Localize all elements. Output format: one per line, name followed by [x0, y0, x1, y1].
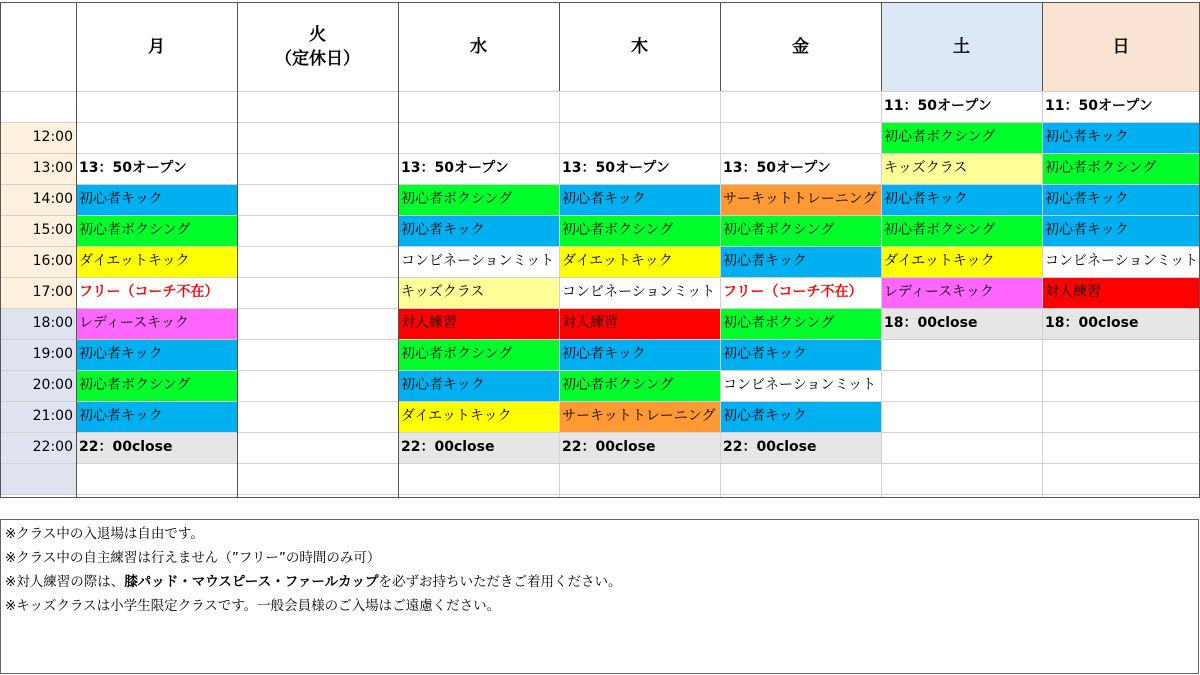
time-label	[0, 463, 76, 494]
class-slot: 初心者キック	[77, 184, 237, 215]
grid-line	[1042, 2, 1043, 91]
grid-line	[0, 463, 1200, 464]
class-slot: 初心者キック	[399, 215, 559, 246]
class-slot: レディースキック	[882, 277, 1042, 308]
class-slot: 初心者キック	[560, 184, 720, 215]
note-text: ※対人練習の際は、	[5, 574, 125, 590]
time-label: 18:00	[0, 308, 76, 339]
class-slot: 初心者ボクシング	[882, 122, 1042, 153]
grid-line	[0, 2, 1200, 3]
day-label: 木	[631, 36, 648, 57]
time-label: 21:00	[0, 401, 76, 432]
time-label	[0, 91, 76, 122]
note-text: ※クラス中の自主練習は行えません（”フリー”の時間のみ可）	[5, 550, 381, 566]
day-header	[237, 2, 398, 91]
class-slot: コンビネーションミット	[399, 246, 559, 277]
class-slot: 初心者ボクシング	[399, 339, 559, 370]
time-label: 22:00	[0, 432, 76, 463]
class-slot: ダイエットキック	[77, 246, 237, 277]
day-label: 金	[792, 36, 809, 57]
class-slot: 初心者ボクシング	[882, 215, 1042, 246]
day-header	[881, 2, 1042, 91]
grid-line	[237, 2, 238, 91]
grid-line	[76, 2, 77, 91]
class-slot: 13：50オープン	[721, 153, 881, 184]
grid-line	[0, 91, 1200, 92]
grid-line	[0, 122, 1200, 123]
class-slot: サーキットトレーニング	[560, 401, 720, 432]
class-slot: コンビネーションミット	[721, 370, 881, 401]
time-label: 17:00	[0, 277, 76, 308]
class-slot: サーキットトレーニング	[721, 184, 881, 215]
time-label: 19:00	[0, 339, 76, 370]
class-slot: 初心者キック	[721, 246, 881, 277]
grid-line	[0, 246, 1200, 247]
note-text: ※クラス中の入退場は自由です。	[5, 526, 204, 542]
time-label: 15:00	[0, 215, 76, 246]
day-header	[720, 2, 881, 91]
grid-line	[559, 2, 560, 91]
grid-line	[0, 370, 1200, 371]
class-slot: 初心者ボクシング	[77, 370, 237, 401]
class-slot: 対人練習	[1043, 277, 1200, 308]
day-sublabel: （定休日）	[275, 48, 360, 69]
note-line	[5, 570, 1194, 594]
class-slot: 対人練習	[399, 308, 559, 339]
note-line	[5, 594, 1194, 618]
class-slot: 初心者ボクシング	[399, 184, 559, 215]
day-label: 火	[309, 24, 326, 45]
grid-line	[881, 2, 882, 91]
day-label: 土	[953, 36, 970, 57]
notes-box	[0, 519, 1199, 674]
class-slot: 初心者ボクシング	[560, 215, 720, 246]
class-slot: 22：00close	[721, 432, 881, 463]
class-slot: 13：50オープン	[77, 153, 237, 184]
grid-line	[0, 184, 1200, 185]
grid-line	[0, 432, 1200, 433]
class-slot: 初心者キック	[560, 339, 720, 370]
day-header	[398, 2, 559, 91]
class-slot: フリー（コーチ不在）	[77, 277, 237, 308]
time-label: 13:00	[0, 153, 76, 184]
class-slot: 22：00close	[77, 432, 237, 463]
grid-line	[0, 497, 1200, 498]
class-slot: 11：50オープン	[1043, 91, 1200, 122]
class-slot: キッズクラス	[399, 277, 559, 308]
class-slot: 初心者キック	[882, 184, 1042, 215]
day-header	[76, 2, 237, 91]
class-slot: 初心者キック	[1043, 215, 1200, 246]
grid-line	[0, 401, 1200, 402]
class-slot: 22：00close	[560, 432, 720, 463]
grid-line	[0, 153, 1200, 154]
grid-line	[0, 494, 1200, 495]
note-text: 膝パッド・マウスピース・ファールカップ	[124, 574, 379, 590]
note-line	[5, 546, 1194, 570]
class-slot: 18：00close	[882, 308, 1042, 339]
class-slot: 11：50オープン	[882, 91, 1042, 122]
class-slot: 初心者キック	[1043, 184, 1200, 215]
class-slot: 18：00close	[1043, 308, 1200, 339]
class-slot: 初心者キック	[77, 339, 237, 370]
grid-line	[0, 215, 1200, 216]
class-slot: 13：50オープン	[560, 153, 720, 184]
class-slot: 初心者ボクシング	[77, 215, 237, 246]
time-label: 16:00	[0, 246, 76, 277]
time-label: 12:00	[0, 122, 76, 153]
class-slot: 13：50オープン	[399, 153, 559, 184]
class-slot: 初心者キック	[399, 370, 559, 401]
class-slot: 22：00close	[399, 432, 559, 463]
class-slot: フリー（コーチ不在）	[721, 277, 881, 308]
day-label: 月	[148, 36, 165, 57]
class-slot: コンビネーションミット	[560, 277, 720, 308]
class-slot: 初心者ボクシング	[721, 308, 881, 339]
note-line	[5, 522, 1194, 546]
time-label: 20:00	[0, 370, 76, 401]
class-slot: 初心者キック	[1043, 122, 1200, 153]
day-header	[1042, 2, 1200, 91]
class-slot: ダイエットキック	[882, 246, 1042, 277]
class-slot: コンビネーションミット	[1043, 246, 1200, 277]
grid-line	[398, 2, 399, 91]
class-slot: キッズクラス	[882, 153, 1042, 184]
class-slot: 初心者キック	[77, 401, 237, 432]
day-label: 日	[1112, 36, 1130, 57]
day-label: 水	[470, 36, 487, 57]
grid-line	[0, 339, 1200, 340]
grid-line	[720, 2, 721, 91]
note-text: ※キッズクラスは小学生限定クラスです。一般会員様のご入場はご遠慮ください。	[5, 598, 501, 614]
class-slot: 初心者ボクシング	[560, 370, 720, 401]
time-label: 14:00	[0, 184, 76, 215]
class-slot: ダイエットキック	[560, 246, 720, 277]
class-slot: 初心者ボクシング	[721, 215, 881, 246]
grid-line	[0, 308, 1200, 309]
class-slot: 初心者キック	[721, 401, 881, 432]
grid-line	[0, 2, 1, 91]
class-slot: 対人練習	[560, 308, 720, 339]
class-slot: レディースキック	[77, 308, 237, 339]
class-slot: 初心者キック	[721, 339, 881, 370]
class-slot: ダイエットキック	[399, 401, 559, 432]
day-header	[559, 2, 720, 91]
class-slot: 初心者ボクシング	[1043, 153, 1200, 184]
grid-line	[0, 277, 1200, 278]
note-text: を必ずお持ちいただきご着用ください。	[378, 574, 622, 590]
